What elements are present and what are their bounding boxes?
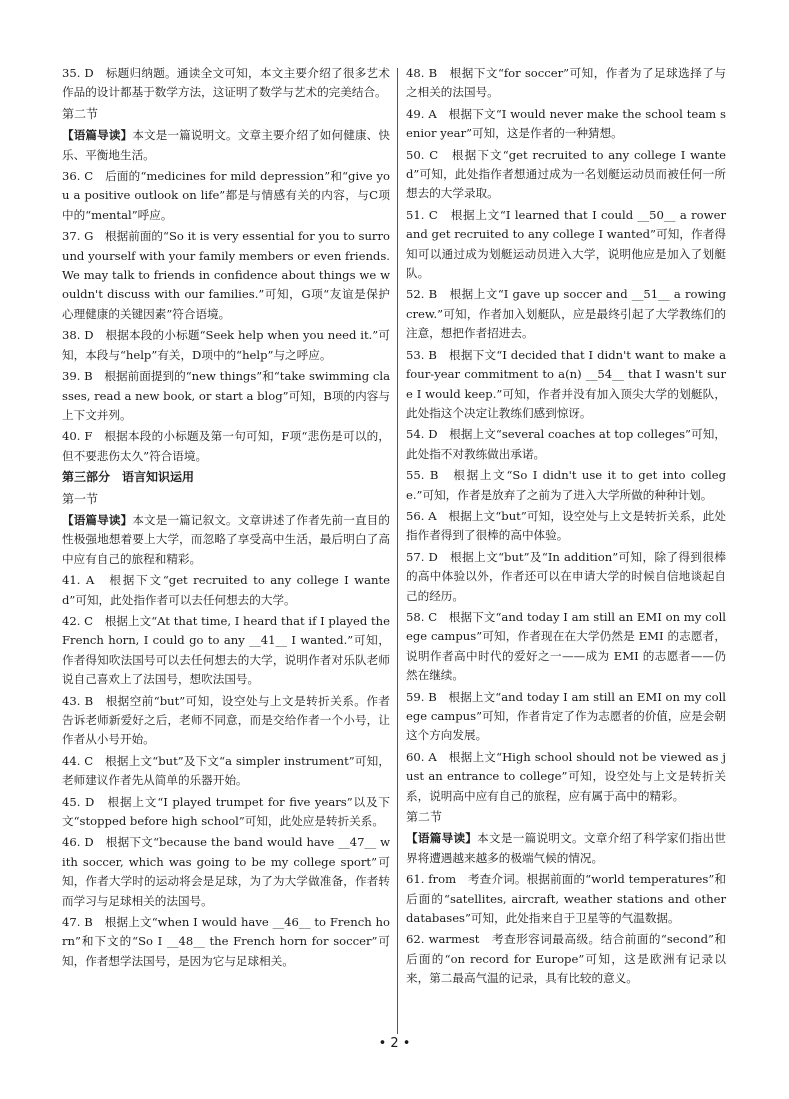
answer-item: 39. B 根据前面提到的“new things”和“take swimming classes, read a new book, or start a blog”可知，B项的内容与上下文并列。 [62, 369, 390, 422]
answer-item: 43. B 根据空前“but”可知，设空处与上文是转折关系。作者告诉老师新爱好之后，老师不同意，而是交给作者一个小号，让作者从小号开始。 [62, 693, 390, 747]
answer-item: 56. A 根据上文“but”可知，设空处与上文是转折关系，此处指作者得到了很棒的高中体验。 [406, 508, 726, 543]
answer-item: 55. B 根据上文“So I didn't use it to get into college.”可知，作者是放弃了之前为了进入大学所做的种种计划。 [406, 468, 726, 502]
guide-tag: 【语篇导读】 [62, 128, 133, 143]
section-heading: 第二节 [62, 106, 99, 121]
answer-item: 40. F 根据本段的小标题及第一句可知，F项“悲伤是可以的，但不要悲伤太久”符合语境。 [62, 429, 390, 463]
answer-item: 50. C 根据下文“get recruited to any college I wanted”可知，此处指作者想通过成为一名划艇运动员而被任何一所想去的大学录取。 [406, 147, 726, 201]
section-heading: 第一节 [62, 491, 99, 506]
answer-item: 36. C 后面的“medicines for mild depression”和“give you a positive outlook on life”都是与情感有关的内容，与C项中的“mental”呼应。 [62, 169, 390, 222]
answer-item: 49. A 根据下文“I would never make the school team senior year”可知，这是作者的一种猜想。 [406, 106, 726, 141]
section-heading: 第三部分 语言知识运用 [62, 470, 195, 485]
answer-item: 61. from 考查介词。根据前面的“world temperatures”和后面的“satellites, aircraft, weather stations and other databases”可知，此处指来自于卫星等的气温数据。 [406, 872, 726, 926]
answer-item: 52. B 根据上文“I gave up soccer and __51__ a rowing crew.”可知，作者加入划艇队，应是最终引起了大学教练们的注意，想把作者招进去。 [406, 287, 726, 341]
answer-item: 58. C 根据下文“and today I am still an EMI on my college campus”可知，作者现在在大学仍然是 EMI 的志愿者，说明作者高中时代的爱好之一——成为 EMI 的志愿者——仍然在继续。 [406, 609, 726, 683]
answer-item: 46. D 根据下文“because the band would have __47__ with soccer, which was going to be my college sport”可知，作者大学时的运动将会是足球，为了为大学做准备，作者转而学习与足球相关的法国号。 [62, 835, 390, 908]
answer-item: 47. B 根据上文“when I would have __46__ to French horn”和下文的“So I __48__ the French horn for soccer”可知，作者想学法国号，是因为它与足球相关。 [62, 915, 390, 968]
guide-tag: 【语篇导读】 [62, 512, 133, 527]
answer-item: 45. D 根据上文“I played trumpet for five years”以及下文“stopped before high school”可知，此处应是转折关系。 [62, 794, 390, 829]
answer-item: 51. C 根据上文“I learned that I could __50__ a rower and get recruited to any college I wanted”可知，作者得知可以通过成为划艇运动员进入大学，说明他应是加入了划艇队。 [406, 207, 726, 281]
passage-guide [62, 511, 390, 569]
answer-item: 38. D 根据本段的小标题“Seek help when you need it.”可知，本段与“help”有关，D项中的“help”与之呼应。 [62, 328, 390, 362]
answer-item: 42. C 根据上文“At that time, I heard that if I played the French horn, I could go to any __41__ I wanted.”可知，作者得知吹法国号可以去任何想去的大学，说明作者对乐队老师说自己喜欢上了法国号，想吹法国号。 [62, 613, 390, 687]
column-divider [397, 68, 398, 1034]
answer-item: 62. warmest 考查形容词最高级。结合前面的“second”和后面的“on record for Europe”可知，这是欧洲有记录以来，第二最高气温的记录，具有比较的意义。 [406, 932, 726, 986]
guide-text: 本文是一篇说明文。文章介绍了科学家们指出世界将遭遇越来越多的极端气候的情况。 [406, 831, 726, 865]
answer-item: 35. D 标题归纳题。通读全文可知，本文主要介绍了很多艺术作品的设计都基于数学方法，这证明了数学与艺术的完美结合。 [62, 66, 390, 100]
section-heading: 第二节 [406, 810, 443, 825]
answer-item: 57. D 根据上文“but”及“In addition”可知，除了得到很棒的高中体验以外，作者还可以在申请大学的时候自信地谈起自己的经历。 [406, 549, 726, 603]
answer-item: 37. G 根据前面的“So it is very essential for you to surround yourself with your family members or even friends. We may talk to friends in confidence about things we wouldn't discuss with our families.”可知，G项“友谊是保护心理健康的关键因素”符合语境。 [62, 229, 390, 321]
page-number: • 2 • [378, 1036, 411, 1051]
answer-item: 60. A 根据上文“High school should not be viewed as just an entrance to college”可知，设空处与上文是转折关系，说明高中应有自己的旅程，应有属于高中的精彩。 [406, 749, 726, 803]
answer-item: 44. C 根据上文“but”及下文“a simpler instrument”可知，老师建议作者先从简单的乐器开始。 [62, 753, 390, 788]
answer-item: 59. B 根据上文“and today I am still an EMI on my college campus”可知，作者肯定了作为志愿者的价值，应是会朝这个方向发展。 [406, 689, 726, 743]
answer-item: 41. A 根据下文“get recruited to any college I wanted”可知，此处指作者可以去任何想去的大学。 [62, 573, 390, 607]
passage-guide [62, 126, 390, 165]
guide-tag: 【语篇导读】 [406, 831, 478, 846]
left-column [62, 64, 390, 973]
passage-guide [406, 829, 726, 868]
right-column [406, 64, 726, 991]
answer-item: 48. B 根据下文“for soccer”可知，作者为了足球选择了与之相关的法国号。 [406, 66, 726, 100]
guide-text: 本文是一篇记叙文。文章讲述了作者先前一直目的性极强地想着要上大学，而忽略了享受高中生活，最后明白了高中应有自己的旅程和精彩。 [62, 512, 390, 566]
answer-item: 54. D 根据上文“several coaches at top colleges”可知，此处指不对教练做出承诺。 [406, 427, 726, 461]
answer-item: 53. B 根据下文“I decided that I didn't want to make a four-year commitment to a(n) __54__ that I wasn't sure I would keep.”可知，作者并没有加入顶尖大学的划艇队，此处指这个决定让教练们感到惊讶。 [406, 347, 726, 420]
guide-text: 本文是一篇说明文。文章主要介绍了如何健康、快乐、平衡地生活。 [62, 128, 390, 162]
